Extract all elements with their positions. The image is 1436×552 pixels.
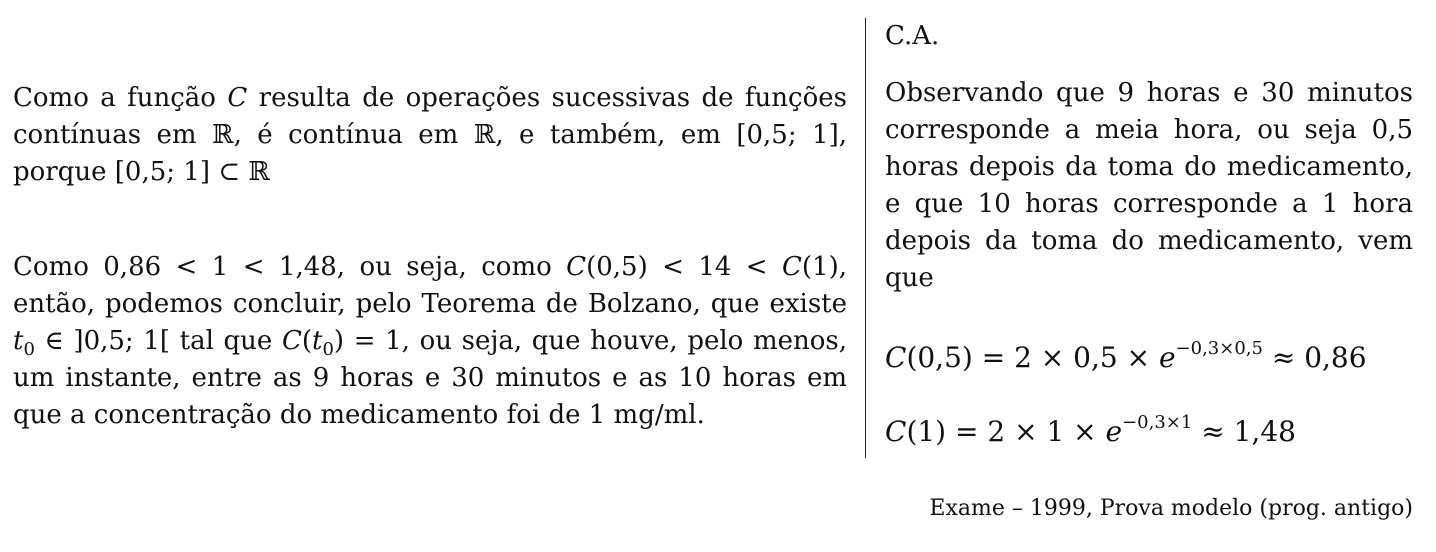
text-segment: (	[301, 326, 313, 356]
equation-lhs: (1) = 2 × 1 ×	[906, 415, 1106, 448]
auxiliary-calculations-heading: C.A.	[885, 21, 940, 51]
math-variable: t	[312, 326, 323, 356]
text-segment: Como 0,86 < 1 < 1,48, ou seja, como	[13, 252, 567, 282]
equation-lhs: (0,5) = 2 × 0,5 ×	[906, 341, 1159, 374]
math-subscript: 0	[23, 339, 35, 361]
text-segment: Como a função	[13, 83, 228, 113]
text-segment: ∈ ]0,5; 1[ tal que	[34, 326, 282, 356]
exam-source: Exame – 1999, Prova modelo (prog. antigo)	[929, 496, 1413, 521]
text-segment: resulta de operações sucessivas de funções contínuas em ℝ, é contínua em ℝ, e também, em [0,5; 1], porque [0,5; 1] ⊂ ℝ	[13, 83, 847, 187]
math-variable: C	[281, 326, 302, 356]
equation-c-half	[885, 339, 1413, 377]
math-variable: t	[13, 326, 24, 356]
exponent: −0,3×1	[1122, 411, 1193, 433]
text-segment: (0,5) < 14 <	[586, 252, 782, 282]
math-subscript: 0	[322, 339, 334, 361]
math-variable: C	[885, 341, 907, 374]
math-variable: e	[1158, 341, 1176, 374]
left-column	[13, 80, 847, 434]
equation-c-one	[885, 413, 1413, 451]
text-segment: ) = 1, ou seja, que houve, pelo menos, um instante, entre as 9 horas e 30 minutos e as 10 horas em que a concentração do medicamento foi de 1 mg/ml.	[13, 326, 847, 430]
continuity-paragraph	[13, 80, 847, 191]
exponent: −0,3×0,5	[1175, 337, 1263, 359]
observation-paragraph: Observando que 9 horas e 30 minutos corresponde a meia hora, ou seja 0,5 horas depois da toma do medicamento, e que 10 horas corresponde a 1 hora depois da toma do medicamento, vem que	[885, 78, 1413, 293]
math-variable: C	[885, 415, 907, 448]
bolzano-paragraph	[13, 249, 847, 434]
math-variable: C	[227, 83, 248, 113]
math-variable: C	[782, 252, 802, 282]
column-divider	[865, 18, 866, 458]
right-column	[885, 18, 1413, 451]
equation-rhs: ≈ 0,86	[1262, 341, 1367, 374]
math-variable: e	[1105, 415, 1123, 448]
math-variable: C	[566, 252, 587, 282]
text-segment: (1), então, podemos concluir, pelo Teorema de Bolzano, que existe	[13, 252, 847, 319]
equation-rhs: ≈ 1,48	[1192, 415, 1296, 448]
